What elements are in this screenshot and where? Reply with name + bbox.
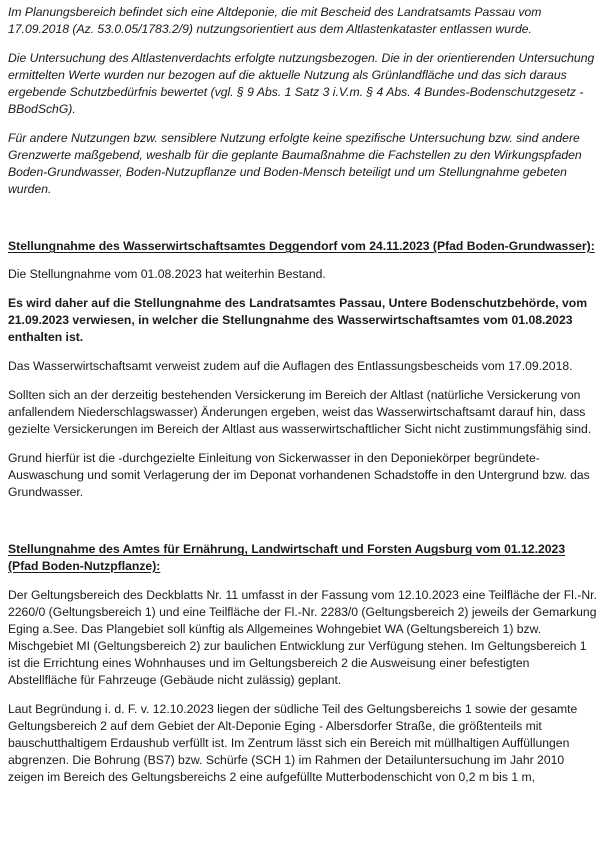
section-heading-aelf: Stellungnahme des Amtes für Ernährung, Landwirtschaft und Forsten Augsburg vom 01.12.2023 (Pfad Boden-Nutzpflanze): [8,542,566,573]
section1-paragraph-4: Sollten sich an der derzeitig bestehenden Versickerung im Bereich der Altlast (natürliche Versickerung von anfallendem Niederschlagswasser) Änderungen ergeben, weist das Wasserwirtschaftsamt darauf hin, dass gezielte Versickerungen im Bereich der Altlast aus wasserwirtschaftlicher Sicht nicht zustimmungsfähig sind. [8,388,592,436]
section1-paragraph-2-bold: Es wird daher auf die Stellungnahme des Landratsamtes Passau, Untere Bodenschutzbehörde, vom 21.09.2023 verwiesen, in welcher die Stellungnahme des Wasserwirtschaftsamtes vom 01.08.2023 enthalten ist. [8,296,588,344]
section-heading-wasserwirtschaftsamt: Stellungnahme des Wasserwirtschaftsamtes Deggendorf vom 24.11.2023 (Pfad Boden-Grundwasser): [8,239,595,253]
intro-paragraph-1: Im Planungsbereich befindet sich eine Altdeponie, die mit Bescheid des Landratsamts Passau vom 17.09.2018 (Az. 53.0.05/1783.2/9) nutzungsorientiert aus dem Altlastenkataster entlassen wurde. [8,5,542,36]
section2-paragraph-2: Laut Begründung i. d. F. v. 12.10.2023 liegen der südliche Teil des Geltungsbereichs 1 sowie der gesamte Geltungsbereich 2 auf dem Gebiet der Alt-Deponie Eging - Albersdorfer Straße, die größtenteils mit bauschutthaltigem Erdaushub verfüllt ist. Im Zentrum lässt sich ein Bereich mit müllhaltigen Auffüllungen abgrenzen. Die Bohrung (BS7) bzw. Schürfe (SCH 1) im Rahmen der Detailuntersuchung im Jahr 2010 zeigen im Bereich des Geltungsbereichs 2 eine aufgefüllte Mutterbodenschicht von 0,2 m bis 1 m, [8,702,578,784]
section1-paragraph-5: Grund hierfür ist die -durchgezielte Einleitung von Sickerwasser in den Deponiekörper begründete-Auswaschung und somit Verlagerung der im Deponat vorhandenen Schadstoffe in den Untergrund bzw. das Grundwasser. [8,451,590,499]
section2-paragraph-1: Der Geltungsbereich des Deckblatts Nr. 11 umfasst in der Fassung vom 12.10.2023 eine Teilfläche der Fl.-Nr. 2260/0 (Geltungsbereich 1) und eine Teilfläche der Fl.-Nr. 2283/0 (Geltungsbereich 2) jeweils der Gemarkung Eging a.See. Das Plangebiet soll künftig als Allgemeines Wohngebiet WA (Geltungsbereich 1) bzw. Mischgebiet MI (Geltungsbereich 2) zur baulichen Entwicklung zur Verfügung stehen. Im Geltungsbereich 1 ist die Errichtung eines Wohnhauses und im Geltungsbereich 2 die Ausweisung einer befestigten Abstellfläche für Fahrzeuge (Gebäude nicht zulässig) geplant. [8,588,597,687]
document-page [8,4,598,786]
intro-paragraph-2: Die Untersuchung des Altlastenverdachts erfolgte nutzungsbezogen. Die in der orientierenden Untersuchung ermittelten Werte wurden nur bezogen auf die aktuelle Nutzung als Grünlandfläche und das sich daraus ergebende Schutzbedürfnis bewertet (vgl. § 9 Abs. 1 Satz 3 i.V.m. § 4 Abs. 4 Bundes-Bodenschutzgesetz - BBodSchG). [8,51,595,116]
intro-paragraph-3: Für andere Nutzungen bzw. sensiblere Nutzung erfolgte keine spezifische Untersuchung bzw. sind andere Grenzwerte maßgebend, weshalb für die geplante Baumaßnahme die Fachstellen zu den Wirkungspfaden Boden-Grundwasser, Boden-Nutzupflanze und Boden-Mensch beteiligt und um Stellungnahme gebeten wurden. [8,131,582,196]
section1-paragraph-1: Die Stellungnahme vom 01.08.2023 hat weiterhin Bestand. [8,267,326,281]
section1-paragraph-3: Das Wasserwirtschaftsamt verweist zudem auf die Auflagen des Entlassungsbescheids vom 17.09.2018. [8,359,573,373]
